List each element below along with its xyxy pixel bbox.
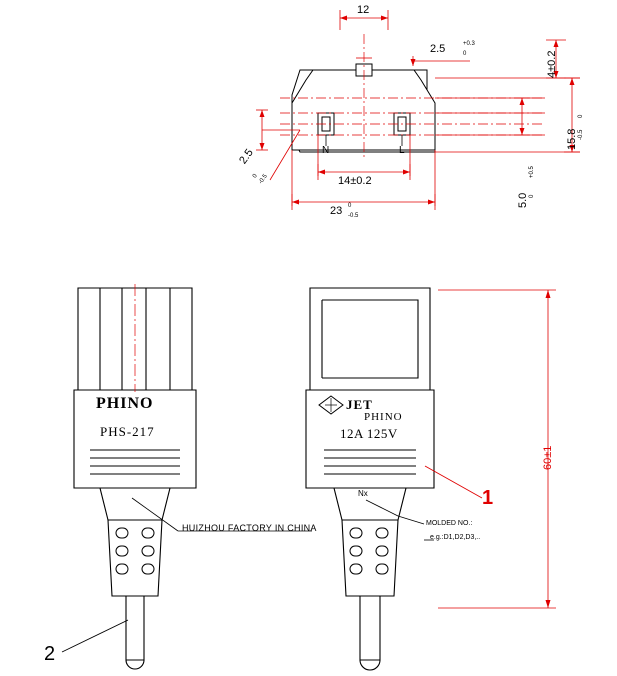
dim-height-4: 4±0.2	[546, 50, 558, 78]
dim-width-23-base: 23	[330, 205, 343, 217]
dim-pin-2-5-upper: +0.3	[463, 41, 475, 47]
dim-height-15-8-lower: -0.5	[578, 129, 584, 140]
dim-width-12: 12	[357, 4, 370, 16]
dim-height-15-8-base: 15.8	[566, 128, 578, 150]
dim-left-2-5-upper: 0	[252, 173, 259, 180]
overall-length-label: 60±1	[542, 445, 554, 470]
left-model-label: PHS-217	[100, 424, 155, 439]
dim-height-15-8-upper: 0	[578, 114, 584, 118]
left-view-grille	[90, 450, 180, 474]
dim-width-23-lower: -0.5	[348, 213, 359, 219]
dim-height-5-0-upper: +0.5	[529, 166, 535, 178]
dim-width-23-upper: 0	[348, 203, 352, 209]
left-callout-2: 2	[44, 643, 56, 665]
mold-label: Nx	[358, 489, 368, 498]
terminal-label-l: L	[399, 145, 405, 156]
dim-width-14: 14±0.2	[338, 175, 372, 187]
dim-pin-2-5-base: 2.5	[430, 43, 446, 55]
right-view-grille	[324, 450, 416, 474]
dim-height-5-0-lower: 0	[529, 194, 535, 198]
overall-length-dimension	[438, 290, 556, 608]
origin-note: HUIZHOU FACTORY IN CHINA	[182, 523, 317, 533]
dim-height-5-0-base: 5.0	[517, 192, 529, 208]
left-brand-label: PHINO	[96, 395, 154, 412]
right-view-relief-slots	[350, 528, 388, 574]
dim-left-2-5-lower: -0.5	[258, 173, 269, 186]
dim-left-2-5-base: 2.5	[237, 146, 256, 167]
right-view-geometry	[306, 288, 434, 670]
jet-mark	[319, 396, 343, 414]
mold-note-line1: MOLDED NO.:	[426, 520, 473, 527]
dim-pin-2-5-lower: 0	[463, 51, 467, 57]
left-view-callout-leader	[62, 620, 128, 652]
terminal-label-n: N	[322, 145, 330, 156]
right-callout-1: 1	[482, 487, 494, 509]
approval-mark-label: JET	[346, 397, 373, 412]
right-brand-label: PHINO	[364, 411, 403, 423]
left-view-relief-slots	[116, 528, 154, 574]
rating-label: 12A 125V	[340, 426, 398, 441]
mold-note-line2: e.g.:D1,D2,D3,..	[430, 534, 481, 541]
